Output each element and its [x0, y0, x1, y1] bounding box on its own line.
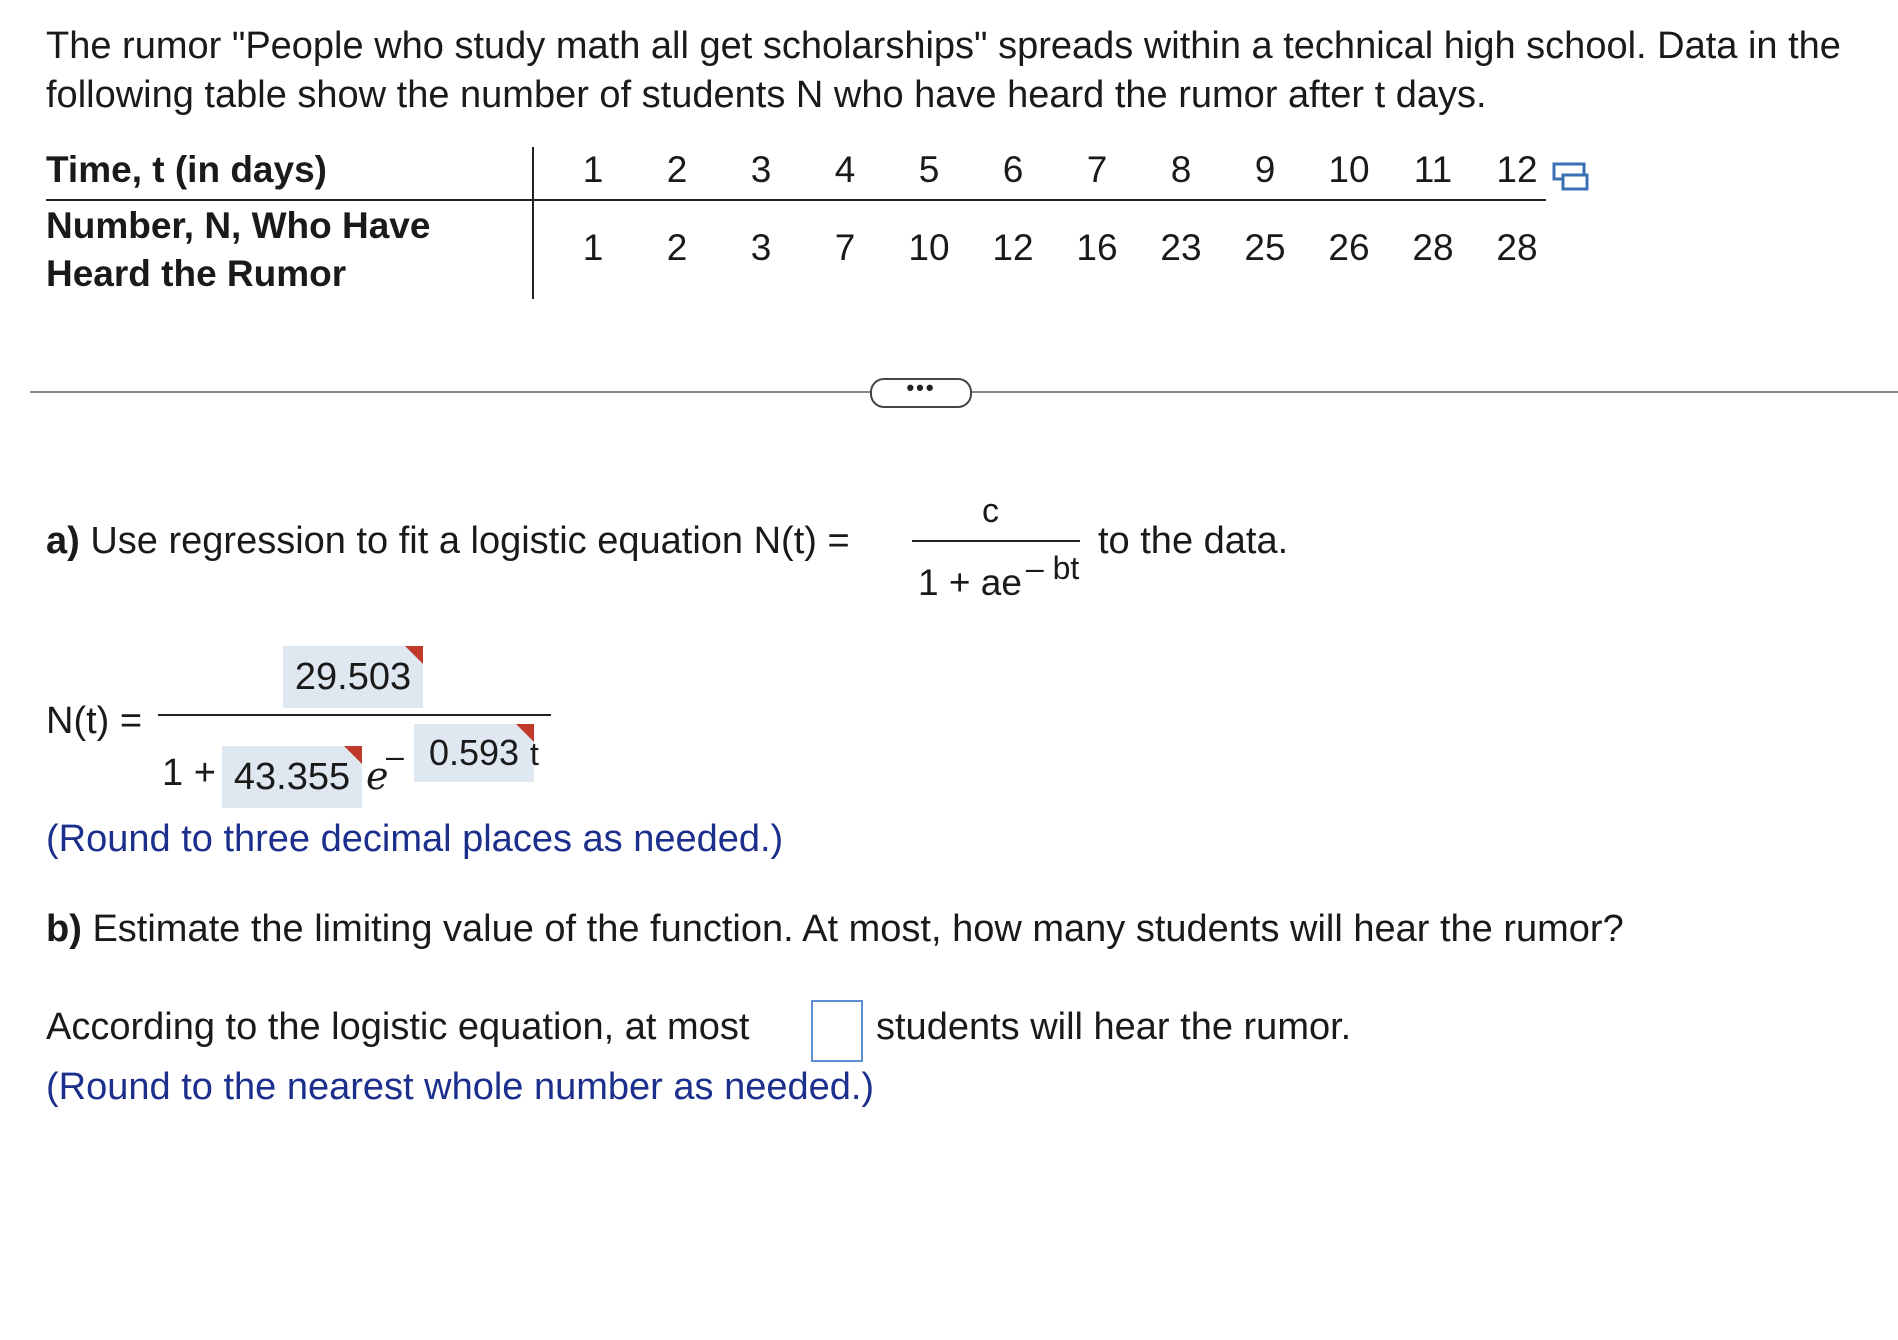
answer-c-value: 29.503: [294, 656, 412, 698]
formula-numerator: c: [982, 492, 999, 530]
answer-one-plus: 1 +: [162, 752, 216, 794]
formula-exponent: – bt: [1025, 550, 1080, 586]
n-cell: 28: [1412, 227, 1454, 268]
t-cell: 3: [750, 149, 772, 190]
t-cell: 9: [1254, 149, 1276, 190]
n-cell: 1: [582, 227, 604, 268]
t-cell: 10: [1328, 149, 1370, 190]
answer-c-field[interactable]: [283, 646, 423, 708]
n-cell: 3: [750, 227, 772, 268]
formula-denominator: [918, 550, 1080, 604]
part-b-prompt: [46, 908, 1624, 951]
formula-denominator-base: 1 + ae: [918, 562, 1022, 603]
table-horizontal-rule: [46, 199, 1546, 201]
n-cell: 7: [834, 227, 856, 268]
part-b-letter: b): [46, 908, 82, 950]
n-cell: 10: [908, 227, 950, 268]
t-cell: 5: [918, 149, 940, 190]
n-cell: 16: [1076, 227, 1118, 268]
formula-fraction-bar: [912, 540, 1080, 542]
part-b-sentence-end: students will hear the rumor.: [876, 1006, 1352, 1048]
answer-fraction-bar: [158, 714, 551, 716]
t-cell: 8: [1170, 149, 1192, 190]
limiting-value-input[interactable]: [811, 1000, 863, 1062]
data-table: [46, 145, 1596, 310]
part-b-text: Estimate the limiting value of the function. At most, how many students will hear the rumor?: [92, 908, 1624, 950]
t-cell: 11: [1413, 149, 1453, 190]
t-cell: 6: [1002, 149, 1024, 190]
t-cell: 4: [834, 149, 856, 190]
n-cell: 25: [1244, 227, 1286, 268]
answer-b-value: 0.593: [428, 732, 520, 773]
answer-e: e: [366, 754, 389, 798]
copy-table-icon[interactable]: [1552, 161, 1592, 195]
row-label-number-line1: Number, N, Who Have: [46, 205, 431, 246]
answer-a-value: 43.355: [233, 756, 351, 798]
answer-b-field[interactable]: [414, 724, 534, 782]
t-cell: 1: [582, 149, 604, 190]
t-cell: 7: [1086, 149, 1108, 190]
n-cell: 23: [1160, 227, 1202, 268]
table-vertical-rule: [532, 147, 534, 299]
row-label-time: Time, t (in days): [46, 149, 327, 190]
row-label-number-line2: Heard the Rumor: [46, 253, 347, 294]
incorrect-flag-icon: [405, 646, 423, 664]
part-a-suffix: to the data.: [1098, 520, 1289, 562]
n-cell: 26: [1328, 227, 1370, 268]
t-cell: 2: [666, 149, 688, 190]
answer-a-field[interactable]: [222, 746, 362, 808]
n-cell: 28: [1496, 227, 1538, 268]
part-a-text: Use regression to fit a logistic equation N(t) =: [90, 520, 850, 562]
answer-a-label: N(t) =: [46, 700, 143, 742]
rounding-note-a: (Round to three decimal places as needed.): [46, 818, 784, 860]
more-options-button[interactable]: •••: [870, 378, 972, 408]
incorrect-flag-icon: [344, 746, 362, 764]
problem-intro: The rumor "People who study math all get scholarships" spreads within a technical high school. Data in the following table show the number of students N who have heard the rumor after t days.: [46, 25, 1841, 116]
part-a-letter: a): [46, 520, 80, 562]
n-cell: 2: [666, 227, 688, 268]
n-cell: 12: [992, 227, 1034, 268]
part-b-sentence-start: According to the logistic equation, at most: [46, 1006, 750, 1048]
answer-t: t: [530, 736, 539, 772]
rounding-note-b: (Round to the nearest whole number as needed.): [46, 1066, 875, 1108]
t-cell: 12: [1496, 149, 1538, 190]
answer-minus: –: [386, 738, 404, 774]
part-a-prompt: [46, 520, 850, 563]
